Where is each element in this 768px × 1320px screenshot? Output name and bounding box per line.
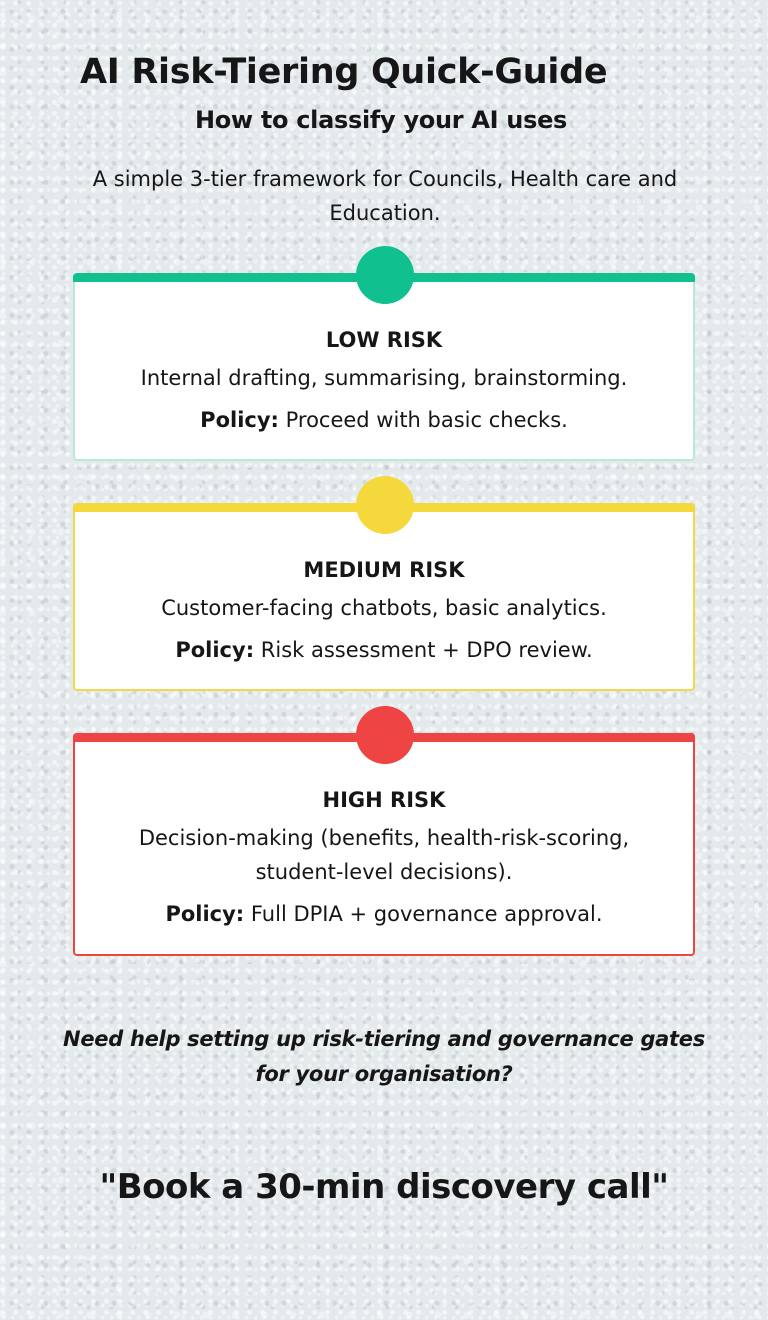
low-risk-policy-text: Proceed with basic checks.	[278, 408, 568, 432]
low-risk-policy-label: Policy:	[200, 408, 279, 432]
medium-risk-description: Customer-facing chatbots, basic analytics.	[161, 596, 607, 620]
high-risk-heading: HIGH RISK	[322, 788, 446, 812]
low-risk-indicator-dot	[356, 246, 414, 304]
high-risk-policy-text: Full DPIA + governance approval.	[244, 902, 603, 926]
page-title: AI Risk-Tiering Quick-Guide	[80, 52, 608, 92]
high-risk-policy-label: Policy:	[165, 902, 245, 926]
page-subtitle: How to classify your AI uses	[194, 106, 568, 134]
high-risk-card	[73, 733, 695, 956]
medium-risk-policy	[75, 633, 693, 667]
medium-risk-card	[73, 503, 695, 691]
book-call-button[interactable]: "Book a 30-min discovery call"	[99, 1167, 669, 1207]
medium-risk-heading: MEDIUM RISK	[303, 558, 465, 582]
low-risk-policy	[75, 403, 693, 437]
low-risk-heading: LOW RISK	[325, 328, 443, 352]
high-risk-description: Decision-making (benefits, health-risk-scoring, student-level decisions).	[138, 826, 630, 884]
medium-risk-policy-label: Policy:	[175, 638, 255, 662]
high-risk-indicator-dot	[356, 706, 414, 764]
intro-text: A simple 3-tier framework for Councils, Health care and Education.	[92, 167, 678, 225]
low-risk-description: Internal drafting, summarising, brainstorming.	[140, 366, 628, 390]
cta-question: Need help setting up risk-tiering and governance gates for your organisation?	[63, 1027, 705, 1086]
low-risk-card	[73, 273, 695, 461]
medium-risk-policy-text: Risk assessment + DPO review.	[254, 638, 593, 662]
high-risk-policy	[75, 897, 693, 931]
medium-risk-indicator-dot	[356, 476, 414, 534]
